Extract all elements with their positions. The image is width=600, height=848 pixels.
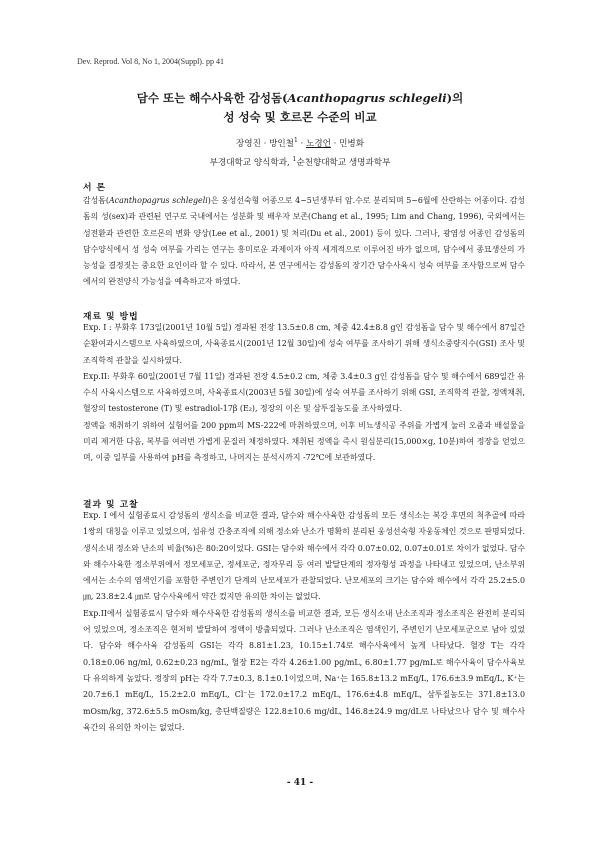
intro-paragraph [83,193,525,291]
author-names-last: · 민병화 [330,138,365,149]
author-names [60,133,540,152]
title-line-2: 성 성숙 및 호르몬 수준의 비교 [223,110,377,124]
results-heading: 결과 및 고찰 [83,500,139,510]
journal-citation: Dev. Reprod. Vol 8, No 1, 2004(Suppl). pp 41 [77,57,224,66]
intro-text-rest: )은 웅성선숙형 어종으로 4~5년생부터 암.수로 분리되며 5~6월에 산란하는 어종이다. 감성돔의 성(sex)과 관련된 연구로 국내에서는 성분화 및 배우자 보존(Chang et al., 1995; Lim and Chang, 1996), 국외에서는 성전환과 관련한 호르몬의 변화 양상(Lee et al., 2001) 및 처리(Du et al., 2001) 등이 있다. 그러나, 광염성 어종인 감성돔의 담수양식에서 성 성숙 여부를 가리는 연구는 흥미로운 과제이자 아직 세계적으로 이루어진 바가 없으며, 담수에서 종묘생산의 가능성을 결정짓는 중요한 요인이라 할 수 있다. 따라서, 본 연구에서는 감성돔의 장기간 담수사육시 성숙 여부를 조사함으로써 담수에서의 완전양식 가능성을 예측하고자 하였다. [83,196,525,287]
results-exp1: Exp. I 에서 실험종료시 감성돔의 생식소를 비교한 결과, 담수와 해수사육한 감성돔의 모든 생식소는 복강 후면의 척추골에 따라 1쌍의 대칭을 이루고 있었으며, 섬유성 간충조직에 의해 정소와 난소가 명확히 분리된 웅성선숙형 자웅동체인 것으로 판명되었다. 생식소내 정소와 난소의 비율(%)은 80:20이었다. GSI는 담수와 해수에서 각각 0.07±0.02, 0.07±0.01로 차이가 없었다. 담수와 해수사육한 정소부위에서 정모세포군, 정세포군, 정자무리 등 여러 발달단계의 정자형성 과정을 나타내고 있었으며, 난소부위에서는 소수의 염색인기를 포함한 주변인기 단계의 난모세포가 관찰되었다. 난모세포의 크기는 담수와 해수에서 각각 25.2±5.0 ㎛, 23.8±2.4 ㎛로 담수사육에서 약간 컸지만 유의한 차이는 없었다. [83,511,525,602]
author-superscript: 1 [293,137,298,144]
presenting-author: 노경언 [306,138,331,149]
methods-heading: 재료 및 방법 [83,312,139,322]
title-line-1-post: )의 [446,91,464,105]
author-names-first: 장영진 · 방인철 [235,138,294,149]
methods-semen-collection: 정액을 채취하기 위하여 실험어를 200 ppm의 MS-222에 마취하였으며, 이후 비뇨생식공 주위를 가볍게 눌러 오줌과 배설물을 미리 제거한 다음, 복부를 여러번 가볍게 문질러 채정하였다. 채취된 정액을 즉시 원심분리(15,000×g, 10분)하여 정장을 얻었으며, 이중 일부를 사용하여 pH를 측정하고, 나머지는 분석시까지 -72℃에 보관하였다. [83,420,525,463]
affiliation-1: 부경대학교 양식학과, [209,157,293,168]
intro-text-start: 감성돔( [83,196,109,205]
author-affiliations [60,152,540,171]
methods-section [83,320,525,467]
title-species-name: Acanthopagrus schlegeli [287,91,447,105]
affiliation-2: 순천향대학교 생명과학부 [296,157,391,168]
title-line-1-pre: 담수 또는 해수사육한 감성돔( [136,91,288,105]
affiliation-superscript: 1 [292,155,297,163]
methods-exp2: Exp.II: 부화후 60일(2001년 7월 11일) 경과된 전장 4.5±0.2 cm, 체중 3.4±0.3 g인 감성돔을 담수 및 해수에서 689일간 유수식 사육시스템으로 사육하였으며, 사육종료시(2003년 5월 30일)에 성숙 여부를 조사하기 위해 GSI, 조직학적 관찰, 정액채취, 혈장의 testosterone (T) 및 estradiol-17β (E₂), 정장의 이온 및 삼투질농도를 조사하였다. [83,371,525,414]
title-line-1 [60,89,540,108]
paper-title [60,89,540,127]
author-separator: · [297,138,307,149]
intro-species-name: Acanthopagrus schlegeli [108,196,208,205]
results-exp2: Exp.II에서 실험종료시 담수와 해수사육한 감성돔의 생식소를 비교한 결과, 모든 생식소내 난소조직과 정소조직은 완전히 분리되어 있었으며, 정소조직은 현저히 발달하여 정액이 방출되었다. 그러나 난소조직은 염색인기, 주변인기 난모세포군으로 남아 있었다. 담수와 해수사육 감성돔의 GSI는 각각 8.81±1.23, 10.15±1.74로 해수사육에서 높게 나타났다. 혈장 T는 각각 0.18±0.06 ng/ml, 0.62±0.23 ng/mL, 혈장 E2는 각각 4.26±1.00 pg/mL, 6.80±1.77 pg/mL로 해수사육이 담수사육보다 유의하게 높았다. 정장의 pH는 각각 7.7±0.3, 8.1±0.1이었으며, Na⁺는 165.8±13.2 mEq/L, 176.6±3.9 mEq/L, K⁺는 20.7±6.1 mEq/L, 15.2±2.0 mEq/L, Cl⁻는 172.0±17.2 mEq/L, 176.6±4.8 mEq/L, 삼투질농도는 371.8±13.0 mOsm/kg, 372.6±5.5 mOsm/kg, 총단백질량은 122.8±10.6 mg/dL, 146.8±24.9 mg/dL로 나타났으나 담수 및 해수사육간의 유의한 차이는 없었다. [83,608,525,732]
page-number: - 41 - [286,778,314,788]
intro-heading: 서 론 [83,183,107,193]
author-block [60,133,540,171]
methods-exp1: Exp. I : 부화후 173일(2001년 10월 5일) 경과된 전장 13.5±0.8 cm, 체중 42.4±8.8 g인 감성돔을 담수 및 해수에서 87일간 순환여과시스템으로 사육하였으며, 사육종료시(2001년 12월 30일)에 성숙 여부를 조사하기 위해 생식소중량지수(GSI) 조사 및 조직학적 관찰을 실시하였다. [83,323,525,365]
results-section [83,508,525,736]
